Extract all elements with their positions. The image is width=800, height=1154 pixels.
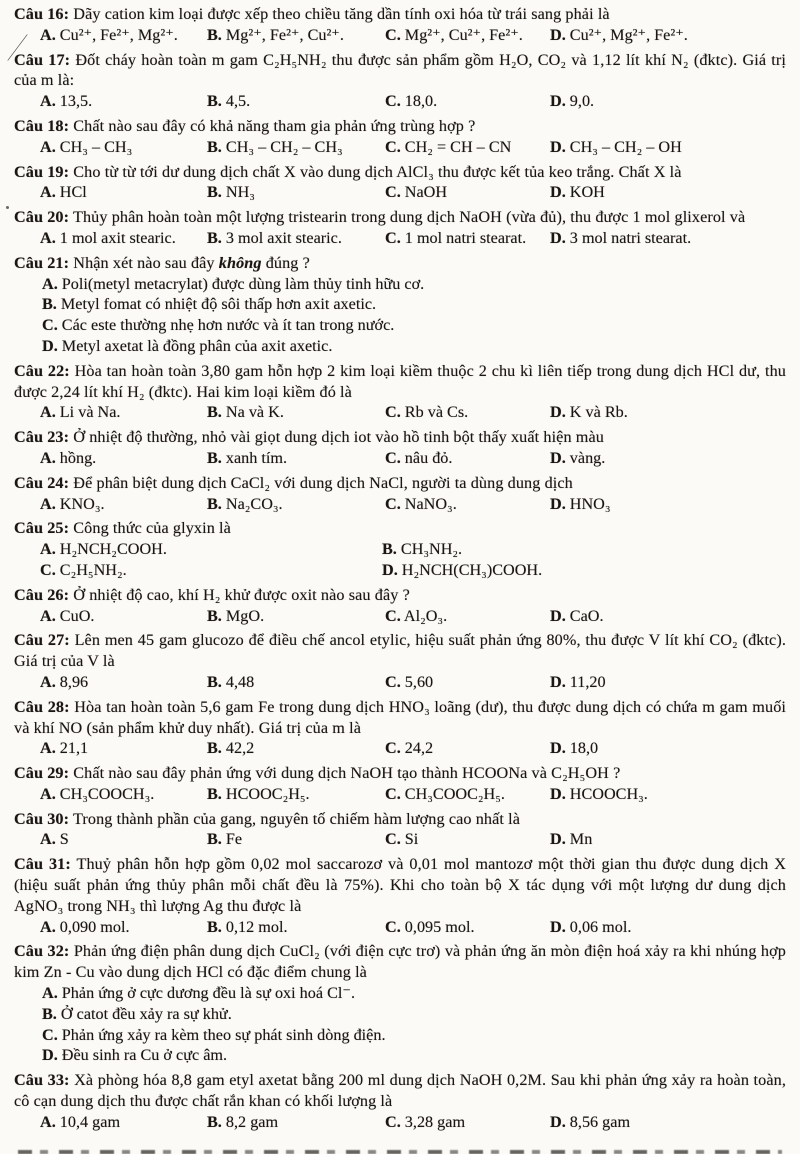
options-23: [40, 448, 786, 469]
option-label: D.: [550, 606, 566, 625]
option-22-C: C. Rb và Cs.: [385, 403, 469, 422]
option-16-D: D. Cu²⁺, Mg²⁺, Fe²⁺.: [550, 25, 688, 44]
option-label: D.: [550, 137, 566, 156]
question-text-24: [14, 473, 786, 494]
question-body-text: Chất nào sau đây có khả năng tham gia phản ứng trùng hợp ?: [73, 116, 476, 135]
option-26-B: B. MgO.: [207, 606, 265, 625]
question-body-text: Lên men 45 gam glucozo để điều chế ancol etylic, hiệu suất phản ứng 80%, thu được V lít khí CO₂ (đktc). Giá trị của V là: [14, 631, 786, 671]
options-20: [40, 228, 786, 249]
question-text-32: [14, 941, 786, 983]
option-22-B: B. Na và K.: [207, 403, 284, 422]
option-label: C.: [385, 25, 401, 44]
option-23-B: B. xanh tím.: [207, 448, 288, 467]
option-label: A.: [40, 92, 56, 111]
option-17-A: A. 13,5.: [40, 92, 93, 111]
option-28-D: D. 18,0: [550, 739, 599, 758]
question-text-29: [14, 763, 786, 784]
question-30: [14, 809, 786, 851]
option-16-B: B. Mg²⁺, Fe²⁺, Cu²⁺.: [207, 25, 344, 44]
option-32-D: D. Đều sinh ra Cu ở cực âm.: [42, 1046, 228, 1065]
question-28: [14, 697, 786, 759]
option-label: A.: [40, 494, 56, 513]
question-text-18: [14, 116, 786, 137]
question-number-19: Câu 19:: [14, 162, 70, 181]
question-body-text: Ở nhiệt độ thường, nhỏ vài giọt dung dịch iot vào hồ tinh bột thấy xuất hiện màu: [73, 428, 604, 447]
option-label: D.: [550, 830, 566, 849]
emphasis-word: không: [218, 253, 262, 272]
question-number-27: Câu 27:: [14, 631, 70, 650]
option-26-C: C. Al₂O₃.: [385, 606, 448, 625]
option-label: D.: [382, 560, 398, 579]
option-33-C: C. 3,28 gam: [385, 1112, 466, 1131]
question-number-25: Câu 25:: [14, 519, 70, 538]
question-text-19: [14, 162, 786, 183]
options-19: [40, 182, 786, 203]
option-label: C.: [385, 784, 401, 803]
option-label: B.: [42, 1004, 57, 1023]
question-text-30: [14, 809, 786, 830]
option-28-A: A. 21,1: [40, 739, 89, 758]
option-24-A: A. KNO₃.: [40, 494, 105, 513]
option-31-C: C. 0,095 mol.: [385, 917, 475, 936]
option-27-D: D. 11,20: [550, 672, 606, 691]
option-label: A.: [40, 830, 56, 849]
question-body-text: Đốt cháy hoàn toàn m gam C₂H₅NH₂ thu được sản phẩm gồm H₂O, CO₂ và 1,12 lít khí N₂ (đktc). Giá trị của m là:: [14, 50, 786, 90]
option-label: B.: [207, 672, 222, 691]
options-17: [40, 91, 786, 112]
question-body-text: Trong thành phần của gang, nguyên tố chiếm hàm lượng cao nhất là: [72, 809, 521, 828]
option-label: B.: [207, 917, 222, 936]
option-26-A: A. CuO.: [40, 606, 95, 625]
option-20-A: A. 1 mol axit stearic.: [40, 228, 176, 247]
option-label: A.: [40, 917, 56, 936]
option-32-C: C. Phản ứng xảy ra kèm theo sự phát sinh dòng điện.: [42, 1025, 386, 1044]
option-label: A.: [40, 183, 56, 202]
option-33-B: B. 8,2 gam: [207, 1112, 279, 1131]
question-number-21: Câu 21:: [14, 253, 70, 272]
option-label: B.: [207, 228, 222, 247]
option-18-C: C. CH₂ = CH – CN: [385, 137, 512, 156]
option-label: B.: [207, 137, 222, 156]
option-32-B: B. Ở catot đều xảy ra sự khử.: [42, 1004, 232, 1023]
option-label: D.: [550, 403, 566, 422]
option-label: A.: [40, 228, 56, 247]
option-27-B: B. 4,48: [207, 672, 255, 691]
options-26: [40, 606, 786, 627]
option-24-B: B. Na₂CO₃.: [207, 494, 283, 513]
option-18-A: A. CH₃ – CH₃: [40, 137, 133, 156]
option-label: B.: [207, 830, 222, 849]
option-label: B.: [207, 784, 222, 803]
option-label: A.: [40, 739, 56, 758]
option-19-A: A. HCl: [40, 183, 87, 202]
question-text-23: [14, 427, 786, 448]
option-29-A: A. CH₃COOCH₃.: [40, 784, 155, 803]
option-label: D.: [550, 1112, 566, 1131]
option-label: B.: [207, 606, 222, 625]
option-label: C.: [42, 316, 58, 335]
option-label: B.: [207, 494, 222, 513]
question-body-text: Ở nhiệt độ cao, khí H₂ khử được oxit nào sau đây ?: [73, 585, 410, 604]
option-30-A: A. S: [40, 830, 69, 849]
option-16-A: A. Cu²⁺, Fe²⁺, Mg²⁺.: [40, 25, 178, 44]
question-number-16: Câu 16:: [14, 5, 70, 23]
options-22: [40, 402, 786, 423]
options-28: [40, 738, 786, 759]
question-text-33: [14, 1070, 786, 1112]
question-number-22: Câu 22:: [14, 361, 70, 380]
option-31-B: B. 0,12 mol.: [207, 917, 288, 936]
question-33: [14, 1070, 786, 1132]
option-19-D: D. KOH: [550, 183, 605, 202]
option-label: B.: [207, 25, 222, 44]
option-label: C.: [385, 494, 401, 513]
option-25-A: A. H₂NCH₂COOH.: [40, 540, 167, 559]
option-label: C.: [385, 228, 401, 247]
option-21-B: B. Metyl fomat có nhiệt độ sôi thấp hơn axit axetic.: [42, 295, 377, 314]
question-body-text: Cho từ từ tới dư dung dịch chất X vào dung dịch AlCl₃ thu được kết tủa keo trắng. Chất X là: [73, 162, 682, 181]
option-18-D: D. CH₃ – CH₂ – OH: [550, 137, 682, 156]
option-label: A.: [40, 1112, 56, 1131]
question-23: [14, 427, 786, 469]
option-label: D.: [42, 1046, 58, 1065]
option-label: A.: [40, 606, 56, 625]
question-body-text: đúng ?: [261, 253, 310, 272]
option-19-B: B. NH₃: [207, 183, 255, 202]
scan-speck-artifact: [6, 206, 9, 209]
option-16-C: C. Mg²⁺, Cu²⁺, Fe²⁺.: [385, 25, 523, 44]
option-label: A.: [42, 984, 58, 1003]
option-25-C: C. C₂H₅NH₂.: [40, 560, 127, 579]
option-label: C.: [385, 92, 401, 111]
question-body-text: Hòa tan hoàn toàn 3,80 gam hỗn hợp 2 kim loại kiềm thuộc 2 chu kì liên tiếp trong dung dịch HCl dư, thu được 2,24 lít khí H₂ (đktc). Hai kim loại kiềm đó là: [14, 361, 786, 401]
question-body-text: Công thức của glyxin là: [73, 519, 231, 538]
option-label: D.: [550, 183, 566, 202]
question-text-17: [14, 50, 786, 92]
question-number-23: Câu 23:: [14, 428, 70, 447]
option-label: C.: [385, 739, 401, 758]
option-20-C: C. 1 mol natri stearat.: [385, 228, 527, 247]
option-label: D.: [550, 494, 566, 513]
option-label: A.: [40, 540, 56, 559]
option-22-D: D. K và Rb.: [550, 403, 628, 422]
question-27: [14, 630, 786, 692]
option-25-B: B. CH₃NH₂.: [382, 540, 463, 559]
option-17-B: B. 4,5.: [207, 92, 251, 111]
scan-cutoff-line-artifact: [18, 1150, 782, 1154]
question-number-26: Câu 26:: [14, 585, 70, 604]
question-body-text: Hòa tan hoàn toàn 5,6 gam Fe trong dung dịch HNO₃ loãng (dư), thu được dung dịch có chứa m gam muối và khí NO (sản phẩm khử duy nhất). Giá trị của m là: [14, 697, 786, 737]
options-33: [40, 1112, 786, 1133]
question-31: [14, 854, 786, 937]
option-21-D: D. Metyl axetat là đồng phân của axit axetic.: [42, 336, 333, 355]
question-text-31: [14, 854, 786, 916]
option-label: C.: [385, 403, 401, 422]
option-27-C: C. 5,60: [385, 672, 434, 691]
option-25-D: D. H₂NCH(CH₃)COOH.: [382, 560, 543, 579]
question-text-21: [14, 253, 786, 274]
question-text-27: [14, 630, 786, 672]
question-number-32: Câu 32:: [14, 942, 70, 961]
option-27-A: A. 8,96: [40, 672, 89, 691]
question-20: [14, 207, 786, 249]
question-number-31: Câu 31:: [14, 855, 71, 874]
option-21-A: A. Poli(metyl metacrylat) được dùng làm thủy tinh hữu cơ.: [42, 274, 425, 293]
option-label: C.: [385, 606, 401, 625]
option-label: B.: [207, 448, 222, 467]
question-number-28: Câu 28:: [14, 697, 70, 716]
question-number-20: Câu 20:: [14, 208, 70, 227]
question-18: [14, 116, 786, 158]
question-17: [14, 50, 786, 112]
option-label: D.: [550, 228, 566, 247]
option-label: A.: [40, 137, 56, 156]
option-label: C.: [42, 1025, 58, 1044]
question-body-text: Thuỷ phân hỗn hợp gồm 0,02 mol saccarozơ và 0,01 mol mantozơ một thời gian thu được dung dịch X (hiệu suất phản ứng thủy phân mỗi chất đều là 75%). Khi cho toàn bộ X tác dụng với một lượng dư dung dịch AgNO₃ trong NH₃ thì lượng Ag thu được là: [14, 855, 786, 915]
option-label: D.: [550, 448, 566, 467]
option-24-D: D. HNO₃: [550, 494, 611, 513]
question-number-33: Câu 33:: [14, 1071, 70, 1090]
question-body-text: Nhận xét nào sau đây: [73, 253, 219, 272]
option-label: C.: [385, 917, 401, 936]
option-label: C.: [385, 1112, 401, 1131]
option-23-D: D. vàng.: [550, 448, 606, 467]
option-28-B: B. 42,2: [207, 739, 255, 758]
option-label: D.: [550, 739, 566, 758]
option-29-B: B. HCOOC₂H₅.: [207, 784, 310, 803]
options-30: [40, 829, 786, 850]
option-label: C.: [385, 448, 401, 467]
option-label: A.: [40, 784, 56, 803]
question-text-26: [14, 585, 786, 606]
option-label: A.: [42, 274, 58, 293]
question-list: [14, 4, 786, 1133]
option-19-C: C. NaOH: [385, 183, 448, 202]
question-19: [14, 162, 786, 204]
question-body-text: Để phân biệt dung dịch CaCl₂ với dung dịch NaCl, người ta dùng dung dịch: [73, 473, 573, 492]
option-18-B: B. CH₃ – CH₂ – CH₃: [207, 137, 343, 156]
option-label: D.: [550, 917, 566, 936]
option-label: D.: [550, 784, 566, 803]
options-25: [40, 539, 786, 581]
question-text-22: [14, 361, 786, 403]
option-33-D: D. 8,56 gam: [550, 1112, 631, 1131]
option-label: B.: [207, 739, 222, 758]
question-24: [14, 473, 786, 515]
options-31: [40, 917, 786, 938]
options-16: [40, 25, 786, 46]
question-body-text: Chất nào sau đây phản ứng với dung dịch NaOH tạo thành HCOONa và C₂H₅OH ?: [73, 764, 621, 783]
option-31-D: D. 0,06 mol.: [550, 917, 632, 936]
question-number-17: Câu 17:: [14, 50, 71, 69]
question-body-text: Dãy cation kim loại được xếp theo chiều tăng dần tính oxi hóa từ trái sang phải là: [73, 5, 610, 23]
option-21-C: C. Các este thường nhẹ hơn nước và ít tan trong nước.: [42, 316, 395, 335]
option-label: B.: [207, 92, 222, 111]
options-32: [14, 983, 786, 1066]
option-17-D: D. 9,0.: [550, 92, 595, 111]
option-label: C.: [40, 560, 56, 579]
question-text-16: [14, 4, 786, 25]
question-number-24: Câu 24:: [14, 473, 70, 492]
question-text-20: [14, 207, 786, 228]
option-label: B.: [207, 183, 222, 202]
option-label: B.: [207, 403, 222, 422]
question-29: [14, 763, 786, 805]
question-number-30: Câu 30:: [14, 809, 70, 828]
options-24: [40, 494, 786, 515]
option-24-C: C. NaNO₃.: [385, 494, 457, 513]
question-22: [14, 361, 786, 423]
option-30-C: C. Si: [385, 830, 419, 849]
option-32-A: A. Phản ứng ở cực dương đều là sự oxi hoá Cl⁻.: [42, 984, 355, 1003]
option-29-D: D. HCOOCH₃.: [550, 784, 648, 803]
option-23-A: A. hồng.: [40, 448, 97, 467]
option-label: B.: [207, 1112, 222, 1131]
question-text-28: [14, 697, 786, 739]
question-body-text: Phản ứng điện phân dung dịch CuCl₂ (với điện cực trơ) và phản ứng ăn mòn điện hoá xảy ra khi nhúng hợp kim Zn - Cu vào dung dịch HCl có đặc điểm chung là: [14, 942, 786, 982]
option-label: D.: [550, 25, 566, 44]
option-29-C: C. CH₃COOC₂H₅.: [385, 784, 505, 803]
option-label: A.: [40, 448, 56, 467]
question-body-text: Thủy phân hoàn toàn một lượng tristearin trong dung dịch NaOH (vừa đủ), thu được 1 mol glixerol và: [72, 208, 746, 227]
option-31-A: A. 0,090 mol.: [40, 917, 130, 936]
option-label: D.: [550, 92, 566, 111]
question-number-18: Câu 18:: [14, 116, 70, 135]
question-26: [14, 585, 786, 627]
option-30-D: D. Mn: [550, 830, 593, 849]
option-30-B: B. Fe: [207, 830, 243, 849]
options-18: [40, 137, 786, 158]
question-body-text: Xà phòng hóa 8,8 gam etyl axetat bằng 200 ml dung dịch NaOH 0,2M. Sau khi phản ứng xảy ra hoàn toàn, cô cạn dung dịch thu được chất rắn khan có khối lượng là: [14, 1071, 786, 1111]
option-label: A.: [40, 672, 56, 691]
option-23-C: C. nâu đỏ.: [385, 448, 453, 467]
option-33-A: A. 10,4 gam: [40, 1112, 121, 1131]
option-label: C.: [385, 672, 401, 691]
option-26-D: D. CaO.: [550, 606, 604, 625]
option-28-C: C. 24,2: [385, 739, 434, 758]
question-21: [14, 253, 786, 357]
options-27: [40, 672, 786, 693]
question-32: [14, 941, 786, 1066]
option-label: D.: [42, 336, 58, 355]
question-text-25: [14, 518, 786, 539]
option-label: B.: [382, 540, 397, 559]
options-29: [40, 784, 786, 805]
option-20-B: B. 3 mol axit stearic.: [207, 228, 342, 247]
option-label: C.: [385, 183, 401, 202]
option-20-D: D. 3 mol natri stearat.: [550, 228, 692, 247]
option-label: C.: [385, 137, 401, 156]
option-label: A.: [40, 403, 56, 422]
option-label: A.: [40, 25, 56, 44]
option-22-A: A. Li và Na.: [40, 403, 121, 422]
question-16: [14, 4, 786, 46]
options-21: [14, 274, 786, 357]
question-number-29: Câu 29:: [14, 764, 70, 783]
option-label: C.: [385, 830, 401, 849]
option-label: B.: [42, 295, 57, 314]
option-17-C: C. 18,0.: [385, 92, 438, 111]
question-25: [14, 518, 786, 580]
option-label: D.: [550, 672, 566, 691]
